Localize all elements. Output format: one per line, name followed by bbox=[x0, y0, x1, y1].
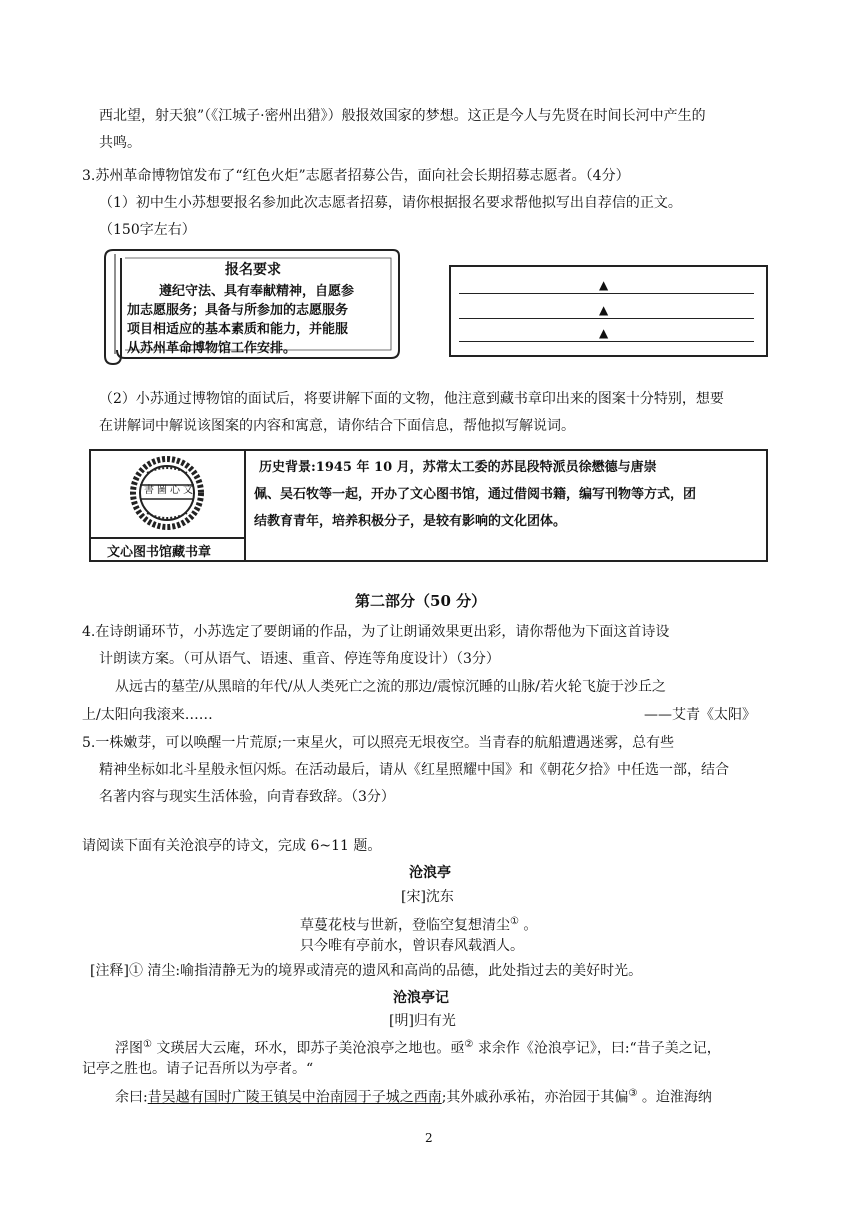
q5-line-2: 精神坐标如北斗星般永恒闪烁。在活动最后，请从《红星照耀中国》和《朝花夕拾》中任选一部，结合 bbox=[99, 762, 729, 778]
essay-title: 沧浪亭记 bbox=[393, 990, 449, 1006]
q3-sub2-line-2: 在讲解词中解说该图案的内容和寓意，请你结合下面信息，帮他拟写解说词。 bbox=[99, 418, 575, 434]
q4-line-1: 4.在诗朗诵环节，小苏选定了要朗诵的作品，为了让朗诵效果更出彩，请你帮他为下面这首诗设 bbox=[82, 624, 670, 640]
intro-line-1: 西北望，射天狼”（《江城子·密州出猎》）般报效国家的梦想。这正是今人与先贤在时间长河中产生的 bbox=[99, 108, 706, 124]
seal-info-table bbox=[89, 449, 768, 562]
history-line-3: 结教育青年，培养积极分子，是较有影响的文化团体。 bbox=[254, 514, 567, 529]
reading-intro: 请阅读下面有关沧浪亭的诗文，完成 6~11 题。 bbox=[82, 838, 382, 854]
requirements-line-2: 加志愿服务；具备与所参加的志愿服务 bbox=[127, 303, 349, 318]
requirements-line-4: 从苏州革命博物馆工作安排。 bbox=[127, 341, 297, 356]
q3-sub1-note: （150字左右） bbox=[99, 222, 196, 238]
poem-author: [宋]沈东 bbox=[401, 889, 454, 905]
annotation-text: 清尘:喻指清静无为的境界或清亮的遗风和高尚的品德，此处指过去的美好时光。 bbox=[142, 963, 643, 979]
requirements-line-3: 项目相适应的基本素质和能力，并能服 bbox=[127, 322, 349, 337]
p1-a: 浮图 bbox=[115, 1040, 143, 1057]
p2-underlined-sentence: 昔吴越有国时广陵王镇吴中治南园于子城之西南 bbox=[147, 1089, 442, 1106]
annotation-prefix: [注释] bbox=[90, 963, 129, 979]
p1-mark-2: ② bbox=[464, 1039, 474, 1050]
essay-paragraph-2-line-1 bbox=[115, 1084, 712, 1108]
poem-line-1-end: 。 bbox=[518, 917, 538, 934]
poem-line-1-text: 草蔓花枝与世新，登临空复想清尘 bbox=[300, 917, 510, 934]
q4-poem-line-1: 从远古的墓茔/从黑暗的年代/从人类死亡之流的那边/震惊沉睡的山脉/若火轮飞旋于沙丘之 bbox=[115, 679, 666, 695]
answer-line-1 bbox=[459, 293, 754, 294]
poem-title: 沧浪亭 bbox=[409, 865, 451, 881]
poem-line-1 bbox=[300, 912, 537, 936]
page-number: 2 bbox=[425, 1131, 433, 1145]
p2-a: 余曰: bbox=[115, 1089, 148, 1106]
requirements-line-1: 遵纪守法、具有奉献精神，自愿参 bbox=[159, 284, 355, 299]
q4-poem-source: ——艾青《太阳》 bbox=[644, 707, 756, 723]
p2-mark-3: ③ bbox=[628, 1088, 638, 1099]
poem-note-mark: ① bbox=[510, 916, 519, 927]
answer-mark-1: ▲ bbox=[599, 278, 609, 292]
essay-paragraph-1-line-2: 记亭之胜也。请子记吾所以为亭者。“ bbox=[82, 1061, 314, 1077]
table-divider bbox=[244, 451, 246, 560]
q5-line-1: 5.一株嫩芽，可以唤醒一片荒原;一束星火，可以照亮无垠夜空。当青春的航船遭遇迷雾，总有些 bbox=[82, 735, 675, 751]
seal-glyph-1: 書 bbox=[144, 485, 154, 496]
p1-mark-1: ① bbox=[143, 1039, 152, 1050]
q4-line-2: 计朗读方案。（可从语气、语速、重音、停连等角度设计）（3分） bbox=[99, 651, 500, 667]
answer-line-3 bbox=[459, 341, 754, 342]
answer-mark-2: ▲ bbox=[599, 303, 609, 317]
answer-line-2 bbox=[459, 318, 754, 319]
q5-line-3: 名著内容与现实生活体验，向青春致辞。（3分） bbox=[99, 789, 395, 805]
library-seal-image bbox=[127, 455, 207, 531]
essay-author: [明]归有光 bbox=[389, 1013, 456, 1029]
poem-line-2: 只今唯有亭前水，曾识春风载酒人。 bbox=[300, 938, 524, 954]
q3-sub2-line-1: （2）小苏通过博物馆的面试后，将要讲解下面的文物，他注意到藏书章印出来的图案十分特别，想要 bbox=[99, 391, 724, 407]
p2-c: 。迨淮海纳 bbox=[637, 1089, 712, 1106]
history-line-1: 历史背景:1945 年 10 月，苏常太工委的苏昆段特派员徐懋德与唐崇 bbox=[259, 460, 657, 475]
part2-heading: 第二部分（50 分） bbox=[355, 592, 487, 610]
q3-sub1: （1）初中生小苏想要报名参加此次志愿者招募，请你根据报名要求帮他拟写出自荐信的正文。 bbox=[99, 195, 682, 211]
seal-glyph-2: 圖 bbox=[157, 485, 167, 496]
requirements-title: 报名要求 bbox=[225, 262, 281, 278]
answer-box[interactable] bbox=[449, 265, 768, 357]
q4-poem-line-2: 上/太阳向我滚来…… bbox=[82, 707, 213, 723]
q3-stem: 3.苏州革命博物馆发布了“红色火炬”志愿者招募公告，面向社会长期招募志愿者。（4分） bbox=[82, 168, 630, 184]
intro-line-2: 共鸣。 bbox=[99, 135, 141, 151]
answer-mark-3: ▲ bbox=[599, 326, 609, 340]
p1-c: 求余作《沧浪亭记》，曰:“昔子美之记， bbox=[473, 1040, 721, 1057]
annotation bbox=[90, 961, 642, 981]
seal-glyph-4: 文 bbox=[183, 485, 193, 496]
requirements-scroll bbox=[103, 246, 401, 368]
p2-b: ;其外戚孙承祐，亦治园于其偏 bbox=[441, 1089, 629, 1106]
essay-paragraph-1-line-1 bbox=[115, 1035, 721, 1059]
history-line-2: 佩、吴石牧等一起，开办了文心图书馆，通过借阅书籍，编写刊物等方式，团 bbox=[254, 487, 697, 502]
annotation-mark: ① bbox=[128, 963, 143, 979]
p1-b: 文瑛居大云庵，环水，即苏子美沧浪亭之地也。亟 bbox=[151, 1040, 465, 1057]
seal-caption: 文心图书馆藏书章 bbox=[107, 545, 212, 560]
seal-glyph-3: 心 bbox=[170, 485, 180, 496]
caption-divider bbox=[91, 537, 244, 539]
